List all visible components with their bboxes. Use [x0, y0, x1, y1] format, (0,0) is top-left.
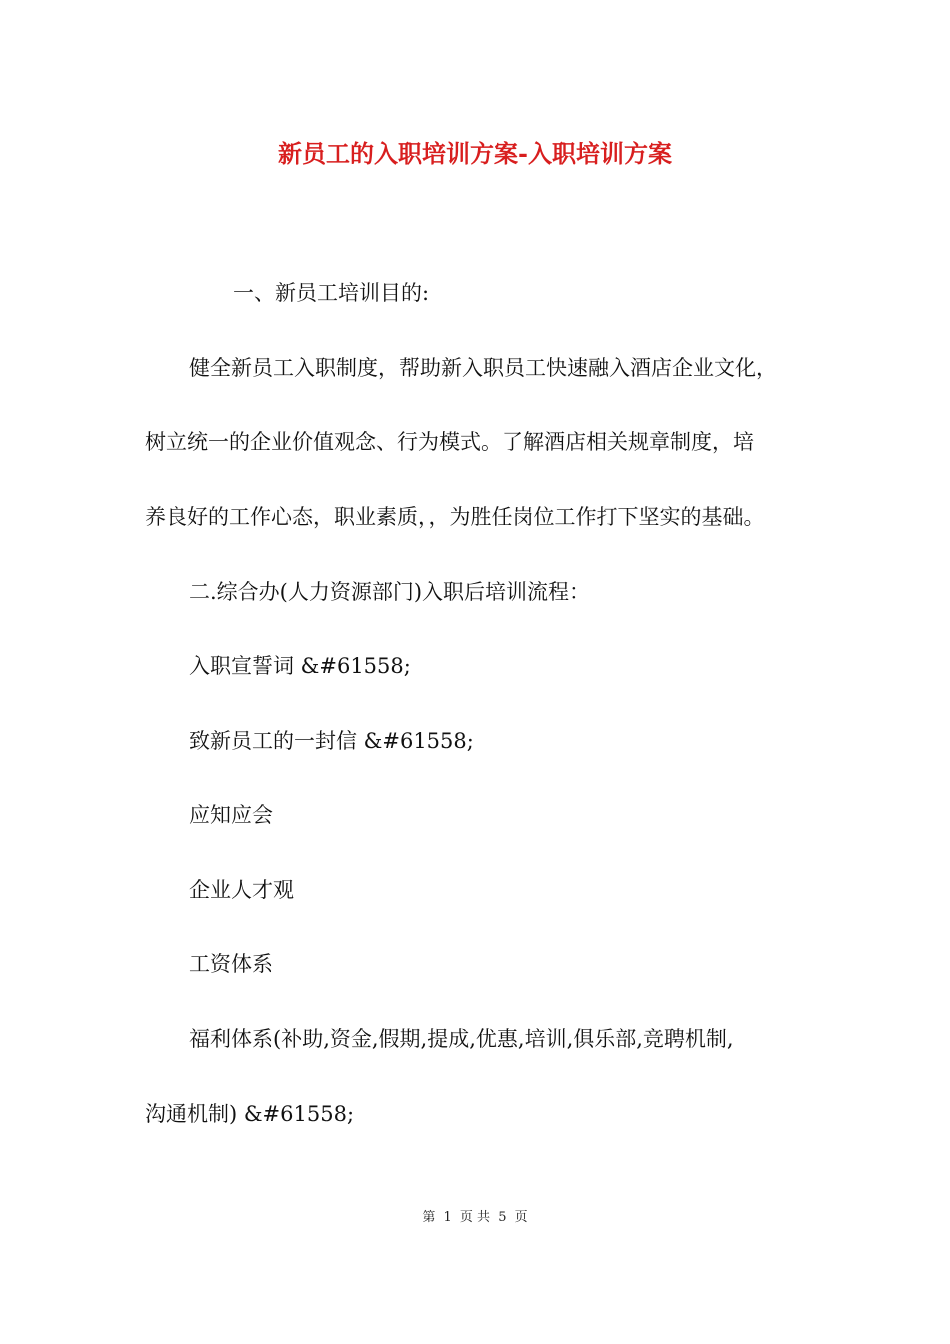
list-item-continuation: 沟通机制) &#61558;	[145, 1102, 355, 1126]
section-heading-1: 一、新员工培训目的:	[233, 281, 430, 305]
list-item: 致新员工的一封信 &#61558;	[189, 729, 474, 753]
paragraph-line: 健全新员工入职制度，帮助新入职员工快速融入酒店企业文化，	[189, 356, 777, 380]
list-item: 工资体系	[189, 952, 273, 976]
document-title: 新员工的入职培训方案-入职培训方案	[278, 139, 672, 168]
list-item: 入职宣誓词 &#61558;	[189, 654, 411, 678]
footer-total-pages: 5	[498, 1210, 507, 1225]
page-footer	[0, 1208, 950, 1228]
footer-mid: 页 共	[459, 1210, 491, 1225]
section-heading-2: 二.综合办(人力资源部门)入职后培训流程：	[189, 580, 591, 604]
list-item: 应知应会	[189, 803, 273, 827]
footer-suffix: 页	[514, 1210, 528, 1225]
footer-prefix: 第	[422, 1210, 436, 1225]
paragraph-line: 树立统一的企业价值观念、行为模式。了解酒店相关规章制度，培	[145, 430, 754, 454]
list-item: 企业人才观	[189, 878, 294, 902]
list-item: 福利体系(补助,资金,假期,提成,优惠,培训,俱乐部,竞聘机制,	[189, 1027, 734, 1051]
footer-current-page: 1	[443, 1210, 452, 1225]
paragraph-line: 养良好的工作心态，职业素质，，为胜任岗位工作打下坚实的基础。	[145, 505, 765, 529]
